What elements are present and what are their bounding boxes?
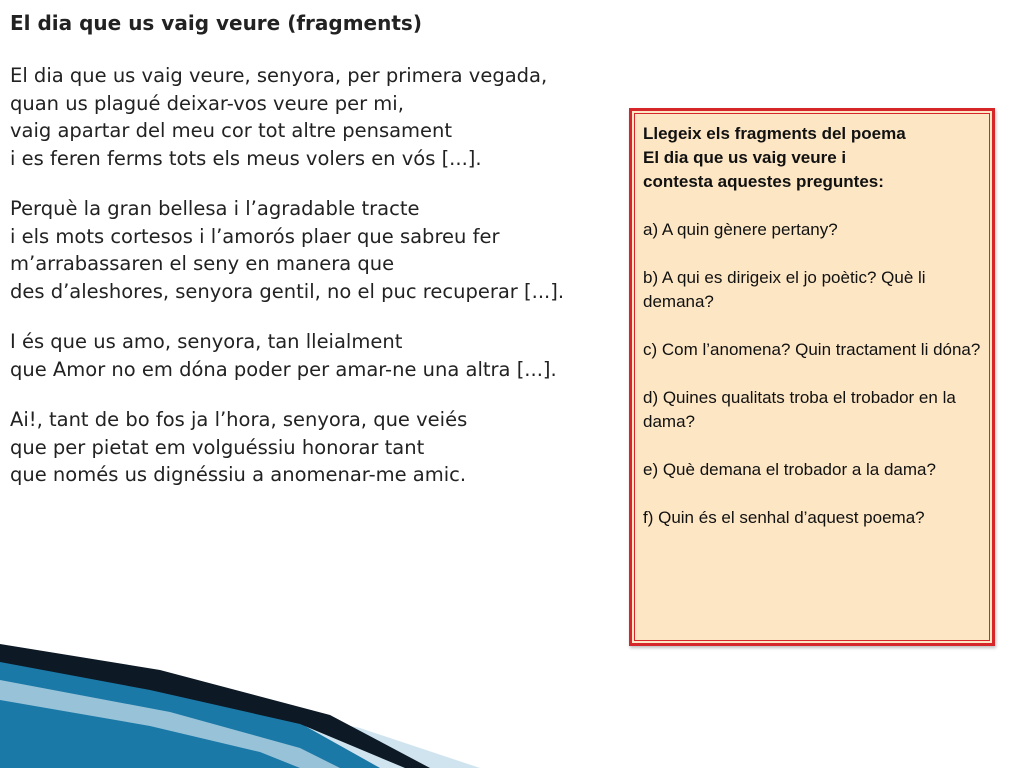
poem-line: i es feren ferms tots els meus volers en vós [...].	[10, 146, 482, 170]
poem-line: Perquè la gran bellesa i l’agradable tracte	[10, 197, 420, 220]
poem-line: que per pietat em volguéssiu honorar tant	[10, 435, 425, 459]
questions-heading-line: El dia que us vaig veure i	[643, 148, 847, 167]
stanza	[10, 406, 610, 489]
questions-box-content	[643, 122, 983, 554]
question-item: b) A qui es dirigeix el jo poètic? Què li demana?	[643, 268, 926, 311]
questions-heading-line: contesta aquestes preguntes:	[643, 172, 884, 191]
questions-box	[629, 108, 995, 646]
poem-line: Ai!, tant de bo fos ja l’hora, senyora, que veiés	[10, 408, 468, 431]
poem-line: quan us plagué deixar-vos veure per mi,	[10, 91, 404, 115]
swoosh-white-stripe	[0, 680, 340, 768]
poem-text	[10, 8, 610, 512]
swoosh-light-band	[0, 652, 480, 768]
poem-line: m’arrabassaren el seny en manera que	[10, 252, 395, 275]
poem-line: que només us dignéssiu a anomenar-me amic.	[10, 463, 467, 486]
poem-line: El dia que us vaig veure, senyora, per primera vegada,	[10, 64, 548, 87]
poem-line: vaig apartar del meu cor tot altre pensament	[10, 119, 453, 142]
stanza	[10, 328, 610, 383]
question-item: a) A quin gènere pertany?	[643, 220, 838, 239]
swoosh-dark-stripe	[0, 644, 430, 768]
poem-line: des d’aleshores, senyora gentil, no el puc recuperar [...].	[10, 279, 565, 303]
question-item: d) Quines qualitats troba el trobador en la dama?	[643, 388, 956, 431]
poem-line: I és que us amo, senyora, tan lleialment	[10, 330, 403, 353]
poem-line: i els mots cortesos i l’amorós plaer que sabreu fer	[10, 224, 500, 248]
questions-heading	[643, 122, 983, 194]
question-item: c) Com l’anomena? Quin tractament li dóna?	[643, 340, 981, 359]
stanza	[10, 195, 610, 305]
poem-title: El dia que us vaig veure (fragments)	[10, 11, 422, 35]
question-item: e) Què demana el trobador a la dama?	[643, 460, 936, 479]
question-item: f) Quin és el senhal d’aquest poema?	[643, 508, 925, 527]
stanza	[10, 62, 610, 172]
poem-line: que Amor no em dóna poder per amar-ne una altra [...].	[10, 357, 557, 381]
questions-heading-line: Llegeix els fragments del poema	[643, 124, 906, 143]
swoosh-blue-band	[0, 648, 380, 768]
